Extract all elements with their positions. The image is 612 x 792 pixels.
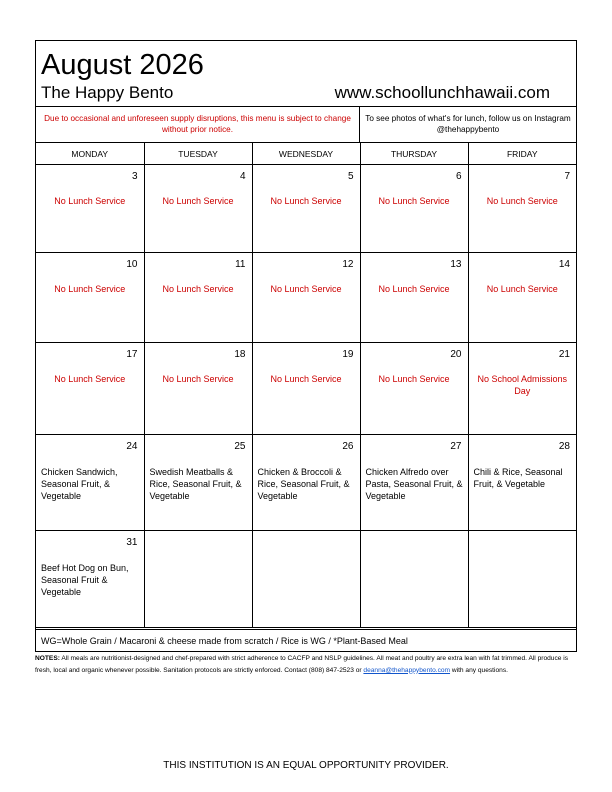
weekday-thursday: THURSDAY <box>360 143 468 165</box>
calendar-day-cell <box>36 165 144 253</box>
menu-calendar-sheet <box>35 40 577 652</box>
no-service-note: No Lunch Service <box>162 196 234 206</box>
day-number: 28 <box>558 441 570 452</box>
no-service-note: No School Admissions Day <box>477 374 568 396</box>
calendar-day-cell <box>252 435 360 531</box>
day-number: 14 <box>558 259 570 270</box>
notes-suffix: with any questions. <box>450 666 508 674</box>
day-number: 27 <box>450 441 462 452</box>
calendar-day-cell <box>36 531 144 628</box>
day-number: 12 <box>342 259 354 270</box>
day-number: 31 <box>126 537 138 548</box>
day-number: 4 <box>239 171 246 182</box>
no-service-note: No Lunch Service <box>54 196 126 206</box>
calendar-week-row <box>36 343 576 435</box>
calendar-day-cell <box>468 343 576 435</box>
no-service-note: No Lunch Service <box>162 284 234 294</box>
calendar-day-cell <box>252 531 360 628</box>
calendar-day-cell <box>144 531 252 628</box>
calendar-day-cell <box>36 435 144 531</box>
calendar-day-cell <box>36 253 144 343</box>
no-service-note: No Lunch Service <box>486 284 558 294</box>
calendar-week-row <box>36 165 576 253</box>
notice-bar <box>36 106 576 143</box>
no-service-note: No Lunch Service <box>162 374 234 384</box>
calendar-day-cell <box>144 343 252 435</box>
no-service-note: No Lunch Service <box>270 284 342 294</box>
calendar-day-cell <box>252 253 360 343</box>
meal-description: Swedish Meatballs & Rice, Seasonal Fruit, & Vegetable <box>149 467 242 501</box>
meal-description: Chicken Alfredo over Pasta, Seasonal Fruit, & Vegetable <box>365 467 463 501</box>
calendar-week-row <box>36 531 576 628</box>
supply-disclaimer: Due to occasional and unforeseen supply disruptions, this menu is subject to change without prior notice. <box>36 107 360 143</box>
calendar-day-cell <box>468 165 576 253</box>
calendar-day-cell <box>252 165 360 253</box>
day-number: 6 <box>455 171 462 182</box>
day-number: 3 <box>131 171 138 182</box>
meal-description: Chili & Rice, Seasonal Fruit, & Vegetable <box>473 467 563 489</box>
weekday-monday: MONDAY <box>36 143 144 165</box>
notes-section <box>35 653 577 676</box>
calendar-header <box>36 41 576 105</box>
calendar-grid <box>36 142 576 628</box>
weekday-wednesday: WEDNESDAY <box>252 143 360 165</box>
month-title: August 2026 <box>41 49 204 81</box>
day-number: 26 <box>342 441 354 452</box>
day-number: 11 <box>235 259 246 270</box>
calendar-day-cell <box>468 253 576 343</box>
calendar-day-cell <box>468 435 576 531</box>
day-number: 18 <box>234 349 246 360</box>
calendar-day-cell <box>360 435 468 531</box>
no-service-note: No Lunch Service <box>54 374 126 384</box>
no-service-note: No Lunch Service <box>378 196 450 206</box>
calendar-day-cell <box>36 343 144 435</box>
equal-opportunity-statement: THIS INSTITUTION IS AN EQUAL OPPORTUNITY PROVIDER. <box>163 760 449 771</box>
day-number: 17 <box>126 349 138 360</box>
day-number: 10 <box>126 259 138 270</box>
no-service-note: No Lunch Service <box>54 284 126 294</box>
day-number: 24 <box>126 441 138 452</box>
calendar-day-cell <box>144 253 252 343</box>
day-number: 21 <box>558 349 570 360</box>
instagram-note: To see photos of what's for lunch, follow us on Instagram @thehappybento <box>365 114 571 134</box>
notes-text: All meals are nutritionist-designed and chef-prepared with strict adherence to CACFP and NSLP guidelines. All meat and poultry are extra lean with fat trimmed. All produce is fresh, local and organic whenever possible. Sanitation protocols are strictly enforced. Contact (808) 847-2523 or <box>35 655 569 674</box>
weekday-friday: FRIDAY <box>468 143 576 165</box>
day-number: 5 <box>347 171 354 182</box>
weekday-tuesday: TUESDAY <box>144 143 252 165</box>
calendar-week-row <box>36 435 576 531</box>
day-number: 19 <box>342 349 354 360</box>
calendar-day-cell <box>144 435 252 531</box>
calendar-day-cell <box>468 531 576 628</box>
no-service-note: No Lunch Service <box>378 374 450 384</box>
brand-name: The Happy Bento <box>41 83 174 102</box>
meal-description: Beef Hot Dog on Bun, Seasonal Fruit & Vegetable <box>41 563 129 597</box>
no-service-note: No Lunch Service <box>270 196 342 206</box>
no-service-note: No Lunch Service <box>378 284 450 294</box>
calendar-day-cell <box>144 165 252 253</box>
calendar-day-cell <box>360 531 468 628</box>
no-service-note: No Lunch Service <box>486 196 558 206</box>
calendar-day-cell <box>360 343 468 435</box>
notes-label: NOTES: <box>35 655 60 662</box>
menu-legend: WG=Whole Grain / Macaroni & cheese made from scratch / Rice is WG / *Plant-Based Meal <box>36 629 576 651</box>
meal-description: Chicken Sandwich, Seasonal Fruit, & Vegetable <box>41 467 118 501</box>
calendar-day-cell <box>252 343 360 435</box>
contact-email-link[interactable]: deanna@thehappybento.com <box>363 666 451 674</box>
day-number: 7 <box>564 171 570 182</box>
day-number: 20 <box>450 349 462 360</box>
meal-description: Chicken & Broccoli & Rice, Seasonal Fruit, & Vegetable <box>257 467 350 501</box>
calendar-day-cell <box>360 165 468 253</box>
no-service-note: No Lunch Service <box>270 374 342 384</box>
day-number: 25 <box>234 441 246 452</box>
website-url: www.schoollunchhawaii.com <box>334 83 550 102</box>
calendar-week-row <box>36 253 576 343</box>
weekday-header-row <box>36 143 576 165</box>
calendar-day-cell <box>360 253 468 343</box>
day-number: 13 <box>450 259 462 270</box>
